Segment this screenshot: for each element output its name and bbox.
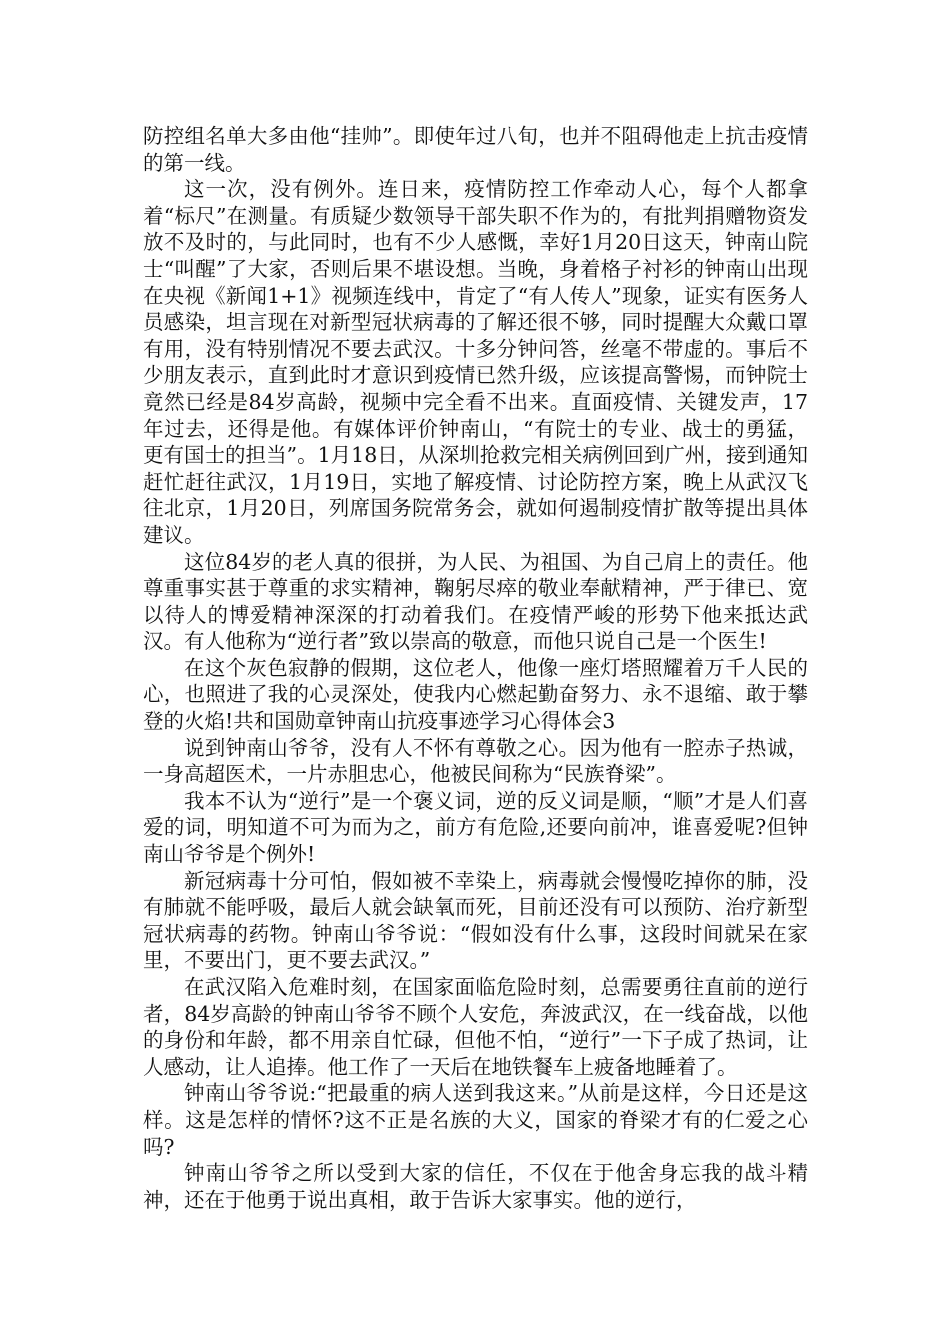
paragraph: 在武汉陷入危难时刻，在国家面临危险时刻，总需要勇往直前的逆行者，84岁高龄的钟南山爷爷不顾个人安危，奔波武汉，在一线奋战，以他的身份和年龄，都不用亲自忙碌，但他不怕，“逆行”一下子成了热词，让人感动，让人追捧。他工作了一天后在地铁餐车上疲备地睡着了。 [143, 975, 808, 1079]
paragraph: 我本不认为“逆行”是一个褒义词，逆的反义词是顺，“顺”才是人们喜爱的词，明知道不可为而为之，前方有危险,还要向前冲，谁喜爱呢?但钟南山爷爷是个例外! [143, 788, 808, 867]
document-page [143, 123, 808, 1213]
paragraph: 钟南山爷爷说:“把最重的病人送到我这来。”从前是这样，今日还是这样。这是怎样的情怀?这不正是名族的大义，国家的脊梁才有的仁爱之心吗? [143, 1081, 808, 1159]
paragraph: 这位84岁的老人真的很拼，为人民、为祖国、为自己肩上的责任。他尊重事实甚于尊重的求实精神，鞠躬尽瘁的敬业奉献精神，严于律已、宽以待人的博爱精神深深的打动着我们。在疫情严峻的形势下他来抵达武汉。有人他称为“逆行者”致以崇高的敬意，而他只说自己是一个医生! [143, 549, 808, 654]
paragraph: 新冠病毒十分可怕，假如被不幸染上，病毒就会慢慢吃掉你的肺，没有肺就不能呼吸，最后人就会缺氧而死，目前还没有可以预防、治疗新型冠状病毒的药物。钟南山爷爷说：“假如没有什么事，这段时间就呆在家里，不要出门，更不要去武汉。” [143, 868, 808, 973]
paragraph: 这一次，没有例外。连日来，疫情防控工作牵动人心，每个人都拿着“标尺”在测量。有质疑少数领导干部失职不作为的，有批判捐赠物资发放不及时的，与此同时，也有不少人感慨，幸好1月20日这天，钟南山院士“叫醒”了大家，否则后果不堪设想。当晚，身着格子衬衫的钟南山出现在央视《新闻1+1》视频连线中，肯定了“有人传人”现象，证实有医务人员感染，坦言现在对新型冠状病毒的了解还很不够，同时提醒大众戴口罩有用，没有特别情况不要去武汉。十多分钟问答，丝毫不带虚的。事后不少朋友表示，直到此时才意识到疫情已然升级，应该提高警惕，而钟院士竟然已经是84岁高龄，视频中完全看不出来。直面疫情、关键发声，17年过去，还得是他。有媒体评价钟南山，“有院士的专业、战士的勇猛，更有国士的担当”。1月18日，从深圳抢救完相关病例回到广州，接到通知赶忙赶往武汉，1月19日，实地了解疫情、讨论防控方案，晚上从武汉飞往北京，1月20日，列席国务院常务会，就如何遏制疫情扩散等提出具体建议。 [143, 177, 808, 547]
paragraph: 在这个灰色寂静的假期，这位老人，他像一座灯塔照耀着万千人民的心，也照进了我的心灵深处，使我内心燃起勤奋努力、永不退缩、敢于攀登的火焰!共和国勋章钟南山抗疫事迹学习心得体会3 [143, 655, 808, 734]
paragraph: 钟南山爷爷之所以受到大家的信任，不仅在于他舍身忘我的战斗精神，还在于他勇于说出真相，敢于告诉大家事实。他的逆行， [143, 1161, 808, 1212]
paragraph: 说到钟南山爷爷，没有人不怀有尊敬之心。因为他有一腔赤子热诚，一身高超医术，一片赤胆忠心，他被民间称为“民族脊梁”。 [143, 735, 808, 787]
paragraph: 防控组名单大多由他“挂帅”。即使年过八旬，也并不阻碍他走上抗击疫情的第一线。 [143, 124, 808, 175]
